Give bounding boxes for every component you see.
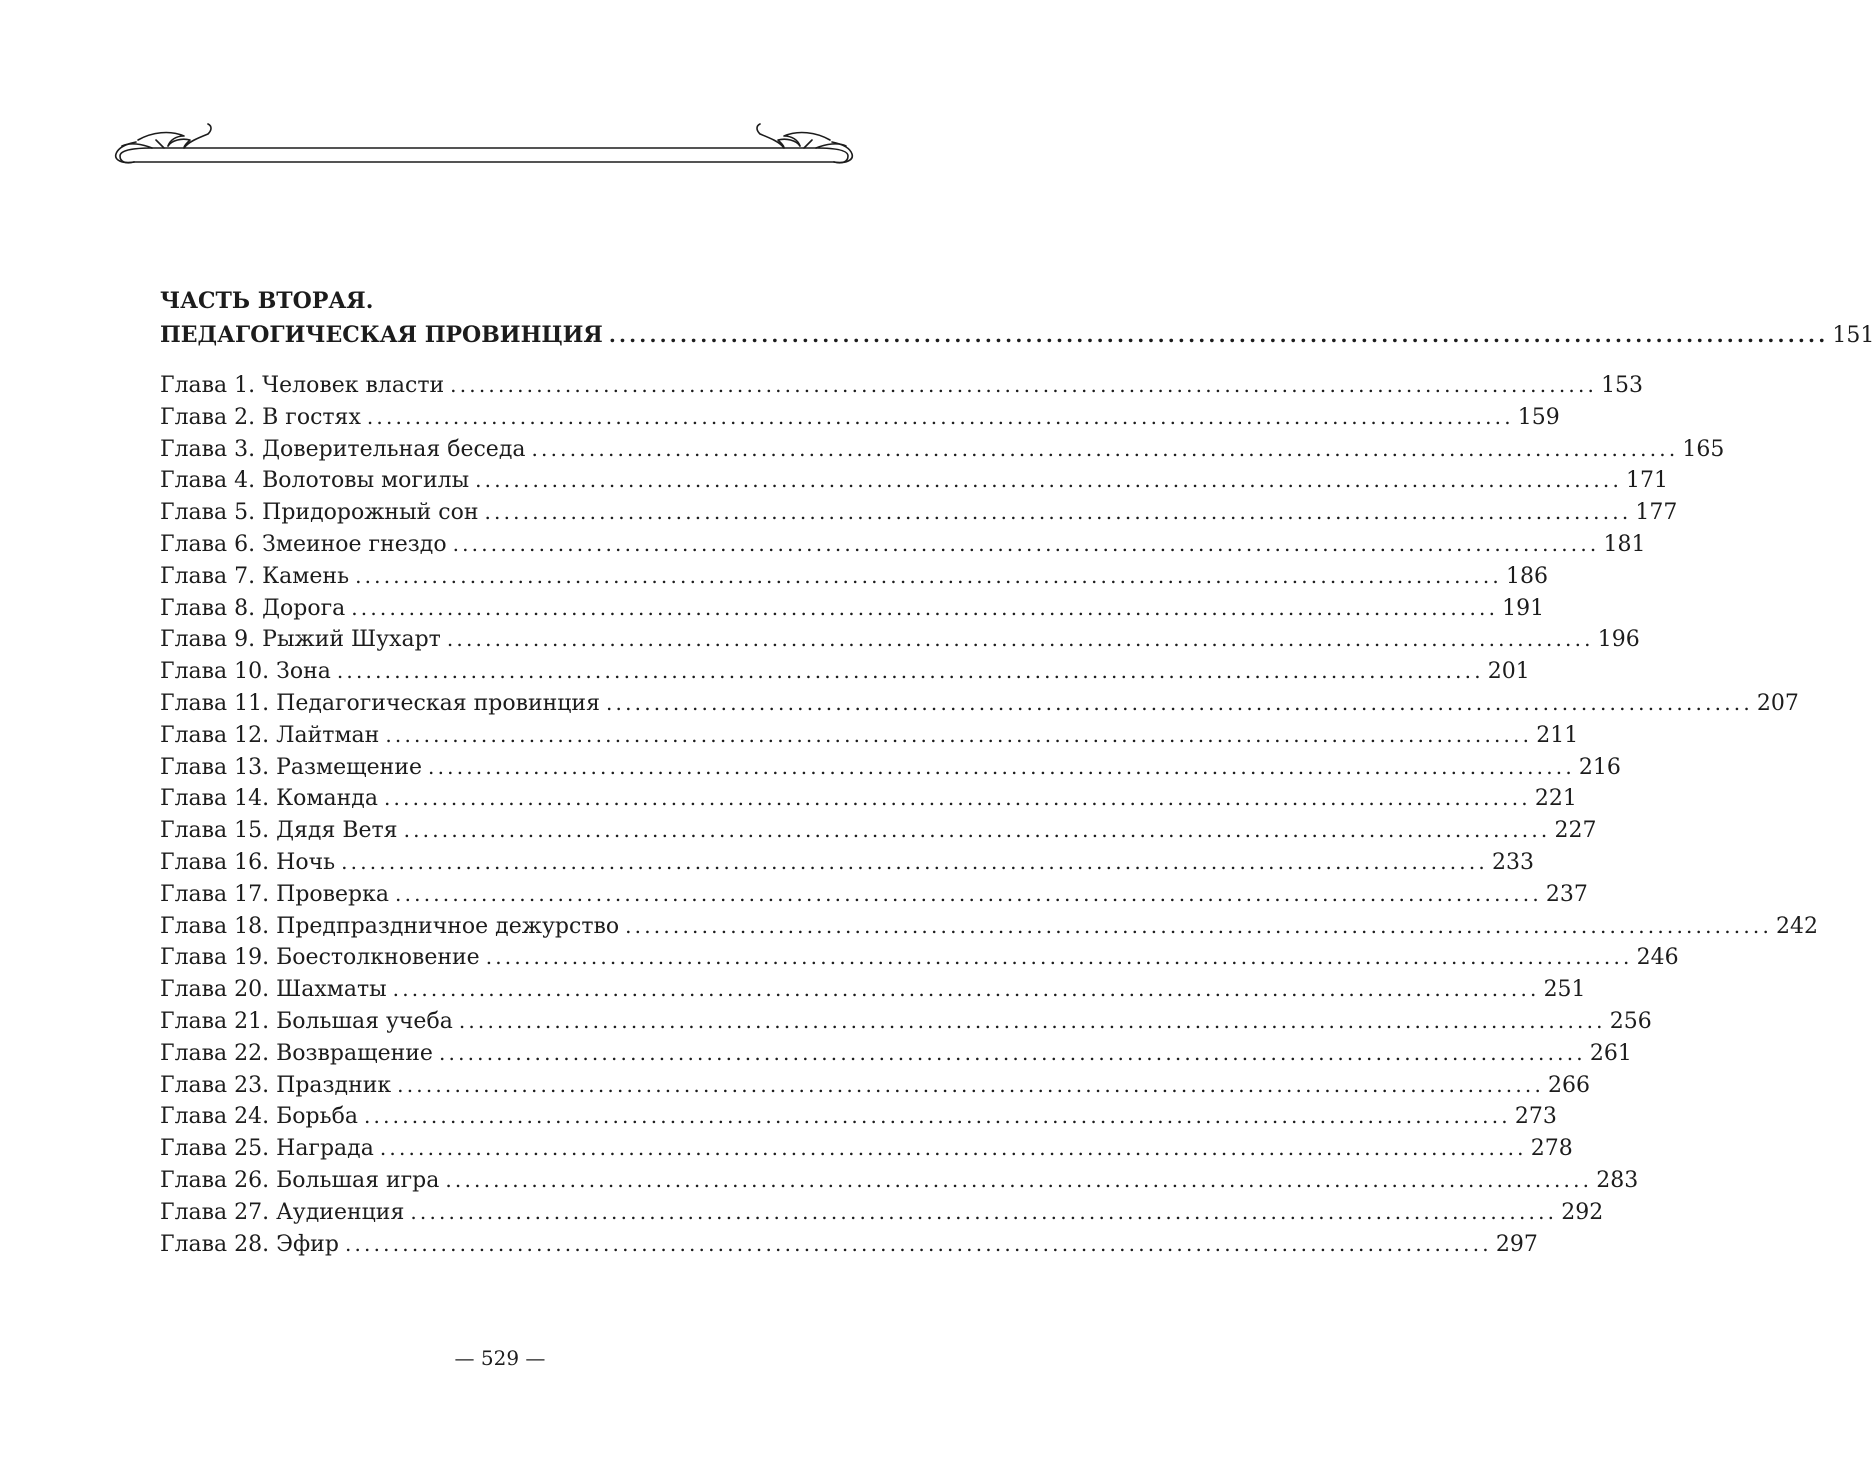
dot-leader: ........................................................................................................................ [344,1231,1492,1256]
list-item [160,1070,1591,1102]
chapter-page-number: 177 [1635,500,1678,526]
chapter-page-number: 221 [1534,786,1577,812]
page-number: — 529 — [454,1346,546,1370]
dot-leader: ........................................................................................................................ [458,1008,1606,1033]
chapter-title: Глава 2. В гостях [160,404,361,430]
chapter-title: Глава 16. Ночь [160,849,336,875]
chapter-page-number: 159 [1517,404,1560,430]
list-item [160,911,1819,943]
list-item [160,656,1530,688]
chapter-page-number: 171 [1626,468,1668,494]
dot-leader: ........................................................................................................................ [379,1136,1527,1161]
dot-leader: ........................................................................................................................ [395,881,1542,906]
list-item [160,529,1646,561]
chapter-page-number: 256 [1609,1008,1652,1034]
dot-leader: ........................................................................................................................ [450,373,1598,397]
chapter-title: Глава 4. Волотовы могилы [160,468,470,494]
chapter-page-number: 191 [1502,595,1545,621]
chapter-title: Глава 17. Проверка [160,881,390,907]
dot-leader: ........................................................................................................................ [625,913,1773,938]
chapter-title: Глава 23. Праздник [160,1072,392,1098]
list-item [160,593,1545,625]
chapter-title: Глава 6. Змеиное гнездо [160,531,447,557]
part-entry [160,318,1874,352]
chapter-title: Глава 10. Зона [160,659,331,685]
chapter-title: Глава 1. Человек власти [160,373,445,398]
dot-leader: ........................................................................................................................ [403,818,1551,843]
chapter-title: Глава 8. Дорога [160,595,346,621]
chapter-title: Глава 26. Большая игра [160,1167,440,1193]
dot-leader: ........................................................................................................................ [446,627,1594,652]
chapter-title: Глава 3. Доверительная беседа [160,436,526,462]
part-subtitle: ПЕДАГОГИЧЕСКАЯ ПРОВИНЦИЯ [160,322,603,348]
chapter-page-number: 165 [1682,436,1725,462]
list-item [160,1229,1538,1261]
dot-leader: ........................................................................................................................ [428,754,1575,779]
chapter-page-number: 242 [1776,913,1819,939]
chapter-title: Глава 15. Дядя Ветя [160,818,398,844]
chapter-title: Глава 19. Боестолкновение [160,945,480,971]
list-item [160,1197,1604,1229]
dot-leader: ........................................................................................................................ [385,722,1533,747]
list-item [160,783,1577,815]
dot-leader: ........................................................................................................................ [383,786,1531,811]
dot-leader: ........................................................................................................................ [605,690,1753,715]
list-item [160,561,1548,593]
dot-leader: ........................................................................................................................ [531,436,1679,461]
list-item [160,370,1644,402]
dot-leader: ........................................................................................................................ [397,1072,1545,1097]
chapter-title: Глава 11. Педагогическая провинция [160,690,600,716]
chapter-title: Глава 20. Шахматы [160,977,387,1003]
dot-leader: ........................................................................................................................ [484,500,1632,525]
chapter-page-number: 211 [1536,722,1579,748]
chapter-title: Глава 7. Камень [160,563,350,589]
chapter-page-number: 297 [1495,1231,1538,1257]
chapter-page-number: 237 [1545,881,1588,907]
chapter-page-number: 207 [1756,690,1799,716]
list-item [160,879,1588,911]
list-item [160,942,1679,974]
list-item [160,1101,1557,1133]
dot-leader: ........................................................................................................................ [452,531,1600,556]
chapter-title: Глава 12. Лайтман [160,722,380,748]
dot-leader: ........................................................................................................................ [336,659,1484,684]
chapter-page-number: 181 [1603,531,1646,557]
list-item [160,752,1621,784]
chapter-title: Глава 9. Рыжий Шухарт [160,627,441,653]
chapter-page-number: 292 [1561,1199,1604,1225]
chapter-page-number: 201 [1487,659,1530,685]
list-item [160,624,1640,656]
list-item [160,1165,1639,1197]
chapter-list [160,370,1819,1260]
list-item [160,1006,1652,1038]
chapter-page-number: 216 [1578,754,1621,780]
part-page-number: 151 [1832,323,1874,348]
dot-leader: ........................................................................................................................ [608,323,1829,347]
chapter-title: Глава 28. Эфир [160,1231,339,1257]
dot-leader: ........................................................................................................................ [438,1040,1586,1065]
dot-leader: ........................................................................................................................ [485,945,1633,970]
dot-leader: ........................................................................................................................ [392,977,1540,1002]
list-item [160,815,1597,847]
list-item [160,465,1668,497]
list-item [160,402,1560,434]
chapter-page-number: 153 [1601,373,1644,398]
chapter-title: Глава 25. Награда [160,1136,374,1162]
scroll-header-ornament-icon [112,118,856,170]
dot-leader: ........................................................................................................................ [351,595,1499,620]
chapter-title: Глава 5. Придорожный сон [160,500,479,526]
list-item [160,497,1678,529]
chapter-page-number: 227 [1554,818,1597,844]
part-title: ЧАСТЬ ВТОРАЯ. [160,288,374,314]
list-item [160,847,1534,879]
chapter-page-number: 283 [1596,1167,1639,1193]
list-item [160,688,1799,720]
chapter-page-number: 278 [1530,1136,1573,1162]
dot-leader: ........................................................................................................................ [363,1104,1511,1129]
list-item [160,434,1725,466]
dot-leader: ........................................................................................................................ [410,1199,1558,1224]
dot-leader: ........................................................................................................................ [445,1167,1593,1192]
chapter-page-number: 233 [1491,849,1534,875]
chapter-page-number: 186 [1505,563,1548,589]
chapter-page-number: 196 [1597,627,1640,653]
chapter-page-number: 261 [1589,1040,1632,1066]
dot-leader: ........................................................................................................................ [366,404,1514,429]
chapter-title: Глава 18. Предпраздничное дежурство [160,913,620,939]
chapter-page-number: 251 [1543,977,1586,1003]
chapter-title: Глава 21. Большая учеба [160,1008,453,1034]
chapter-title: Глава 22. Возвращение [160,1040,433,1066]
chapter-title: Глава 14. Команда [160,786,378,812]
list-item [160,1038,1632,1070]
chapter-title: Глава 13. Размещение [160,754,423,780]
chapter-page-number: 266 [1548,1072,1591,1098]
chapter-page-number: 273 [1514,1104,1557,1130]
chapter-page-number: 246 [1636,945,1679,971]
chapter-title: Глава 24. Борьба [160,1104,358,1130]
list-item [160,720,1579,752]
dot-leader: ........................................................................................................................ [475,468,1622,493]
list-item [160,974,1586,1006]
table-of-contents [160,284,1874,1260]
chapter-title: Глава 27. Аудиенция [160,1199,405,1225]
dot-leader: ........................................................................................................................ [355,563,1502,588]
list-item [160,1133,1573,1165]
dot-leader: ........................................................................................................................ [341,849,1488,874]
